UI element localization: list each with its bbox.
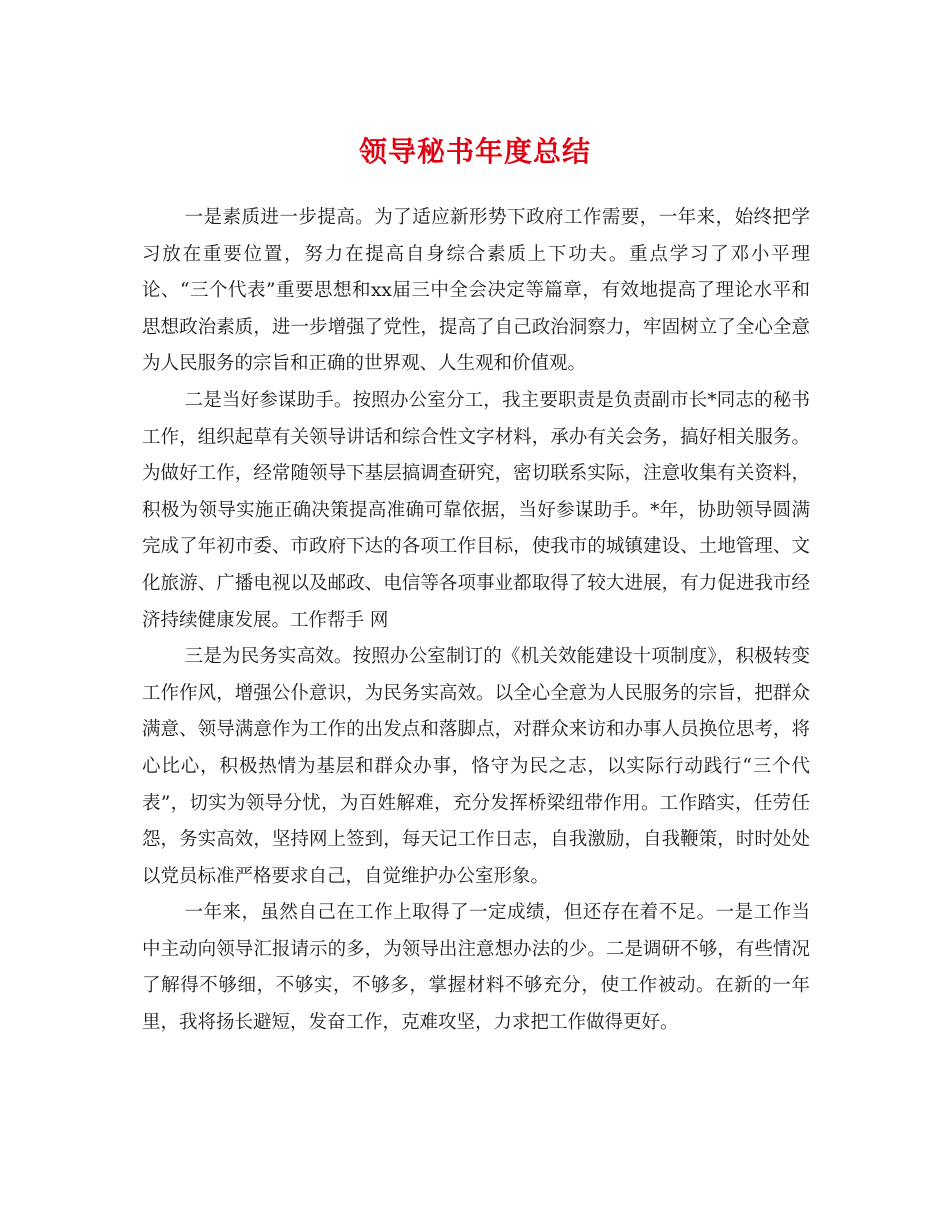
document-body bbox=[142, 200, 810, 1042]
paragraph-4: 一年来，虽然自己在工作上取得了一定成绩，但还存在着不足。一是工作当中主动向领导汇报请示的多，为领导出注意想办法的少。二是调研不够，有些情况了解得不够细，不够实，不够多，掌握材料不够充分，使工作被动。在新的一年里，我将扬长避短，发奋工作，克难攻坚，力求把工作做得更好。 bbox=[142, 902, 810, 1034]
paragraph-3: 三是为民务实高效。按照办公室制订的《机关效能建设十项制度》，积极转变工作作风，增强公仆意识，为民务实高效。以全心全意为人民服务的宗旨，把群众满意、领导满意作为工作的出发点和落脚点，对群众来访和办事人员换位思考，将心比心，积极热情为基层和群众办事，恪守为民之志，以实际行动践行“三个代表”，切实为领导分忧，为百姓解难，充分发挥桥梁纽带作用。工作踏实，任劳任怨，务实高效，坚持网上签到，每天记工作日志，自我激励，自我鞭策，时时处处以党员标准严格要求自己，自觉维护办公室形象。 bbox=[142, 646, 810, 887]
paragraph-2: 二是当好参谋助手。按照办公室分工，我主要职责是负责副市长*同志的秘书工作，组织起草有关领导讲话和综合性文字材料，承办有关会务，搞好相关服务。为做好工作，经常随领导下基层搞调查研究，密切联系实际，注意收集有关资料，积极为领导实施正确决策提高准确可靠依据，当好参谋助手。*年，协助领导圆满完成了年初市委、市政府下达的各项工作目标，使我市的城镇建设、土地管理、文化旅游、广播电视以及邮政、电信等各项事业都取得了较大进展，有力促进我市经济持续健康发展。工作帮手 网 bbox=[142, 389, 810, 631]
paragraph-1: 一是素质进一步提高。为了适应新形势下政府工作需要，一年来，始终把学习放在重要位置，努力在提高自身综合素质上下功夫。重点学习了邓小平理论、“三个代表”重要思想和xx届三中全会决定等篇章，有效地提高了理论水平和思想政治素质，进一步增强了党性，提高了自己政治洞察力，牢固树立了全心全意为人民服务的宗旨和正确的世界观、人生观和价值观。 bbox=[142, 207, 810, 375]
document-title: 领导秘书年度总结 bbox=[358, 135, 591, 168]
